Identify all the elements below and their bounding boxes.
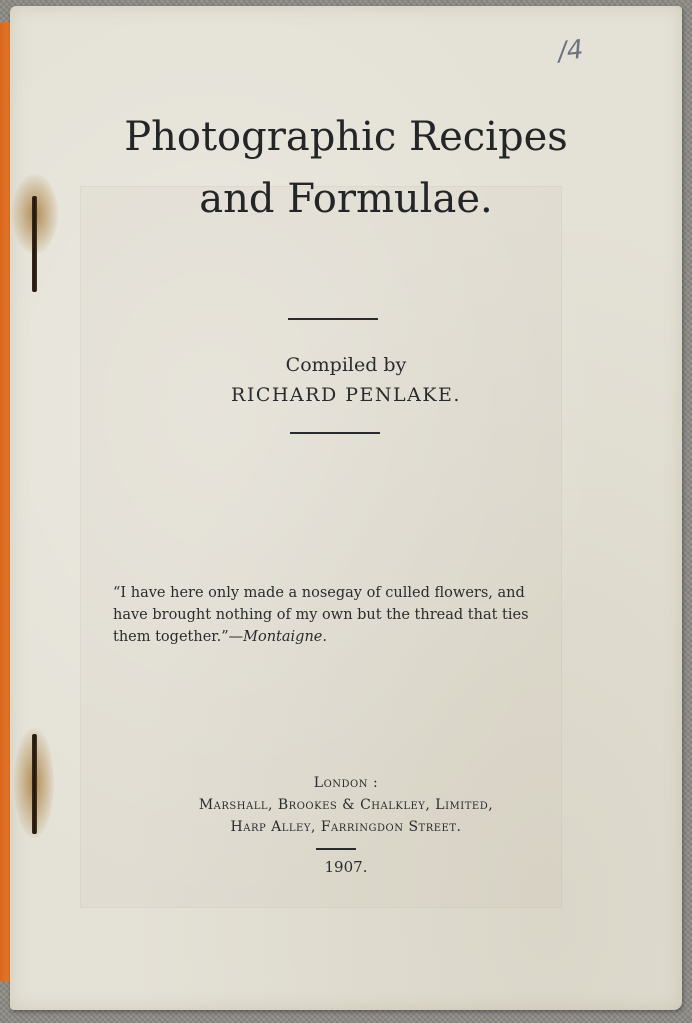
title-line-1: Photographic Recipes <box>124 114 568 160</box>
rule-imprint <box>316 848 356 850</box>
title-page <box>10 6 682 1010</box>
title-line-2: and Formulae. <box>199 176 493 222</box>
rule-lower <box>290 432 380 434</box>
pencil-price-note: /4 <box>556 34 585 68</box>
rule-upper <box>288 318 378 320</box>
publisher-imprint <box>10 772 682 838</box>
credit-block <box>10 350 682 410</box>
imprint-address: Harp Alley, Farringdon Street. <box>230 819 462 835</box>
epigraph <box>113 582 563 648</box>
epigraph-attribution: Montaigne. <box>243 629 327 645</box>
epigraph-text: “I have here only made a nosegay of culled flowers, and have brought nothing of my own but the thread that ties them together.”— <box>113 585 529 645</box>
book-title <box>10 106 682 230</box>
publication-year: 1907. <box>324 858 368 876</box>
author-name: RICHARD PENLAKE. <box>231 384 461 406</box>
compiled-by-label: Compiled by <box>285 354 407 376</box>
imprint-city: London : <box>313 775 379 791</box>
imprint-publisher: Marshall, Brookes & Chalkley, Limited, <box>198 797 494 813</box>
